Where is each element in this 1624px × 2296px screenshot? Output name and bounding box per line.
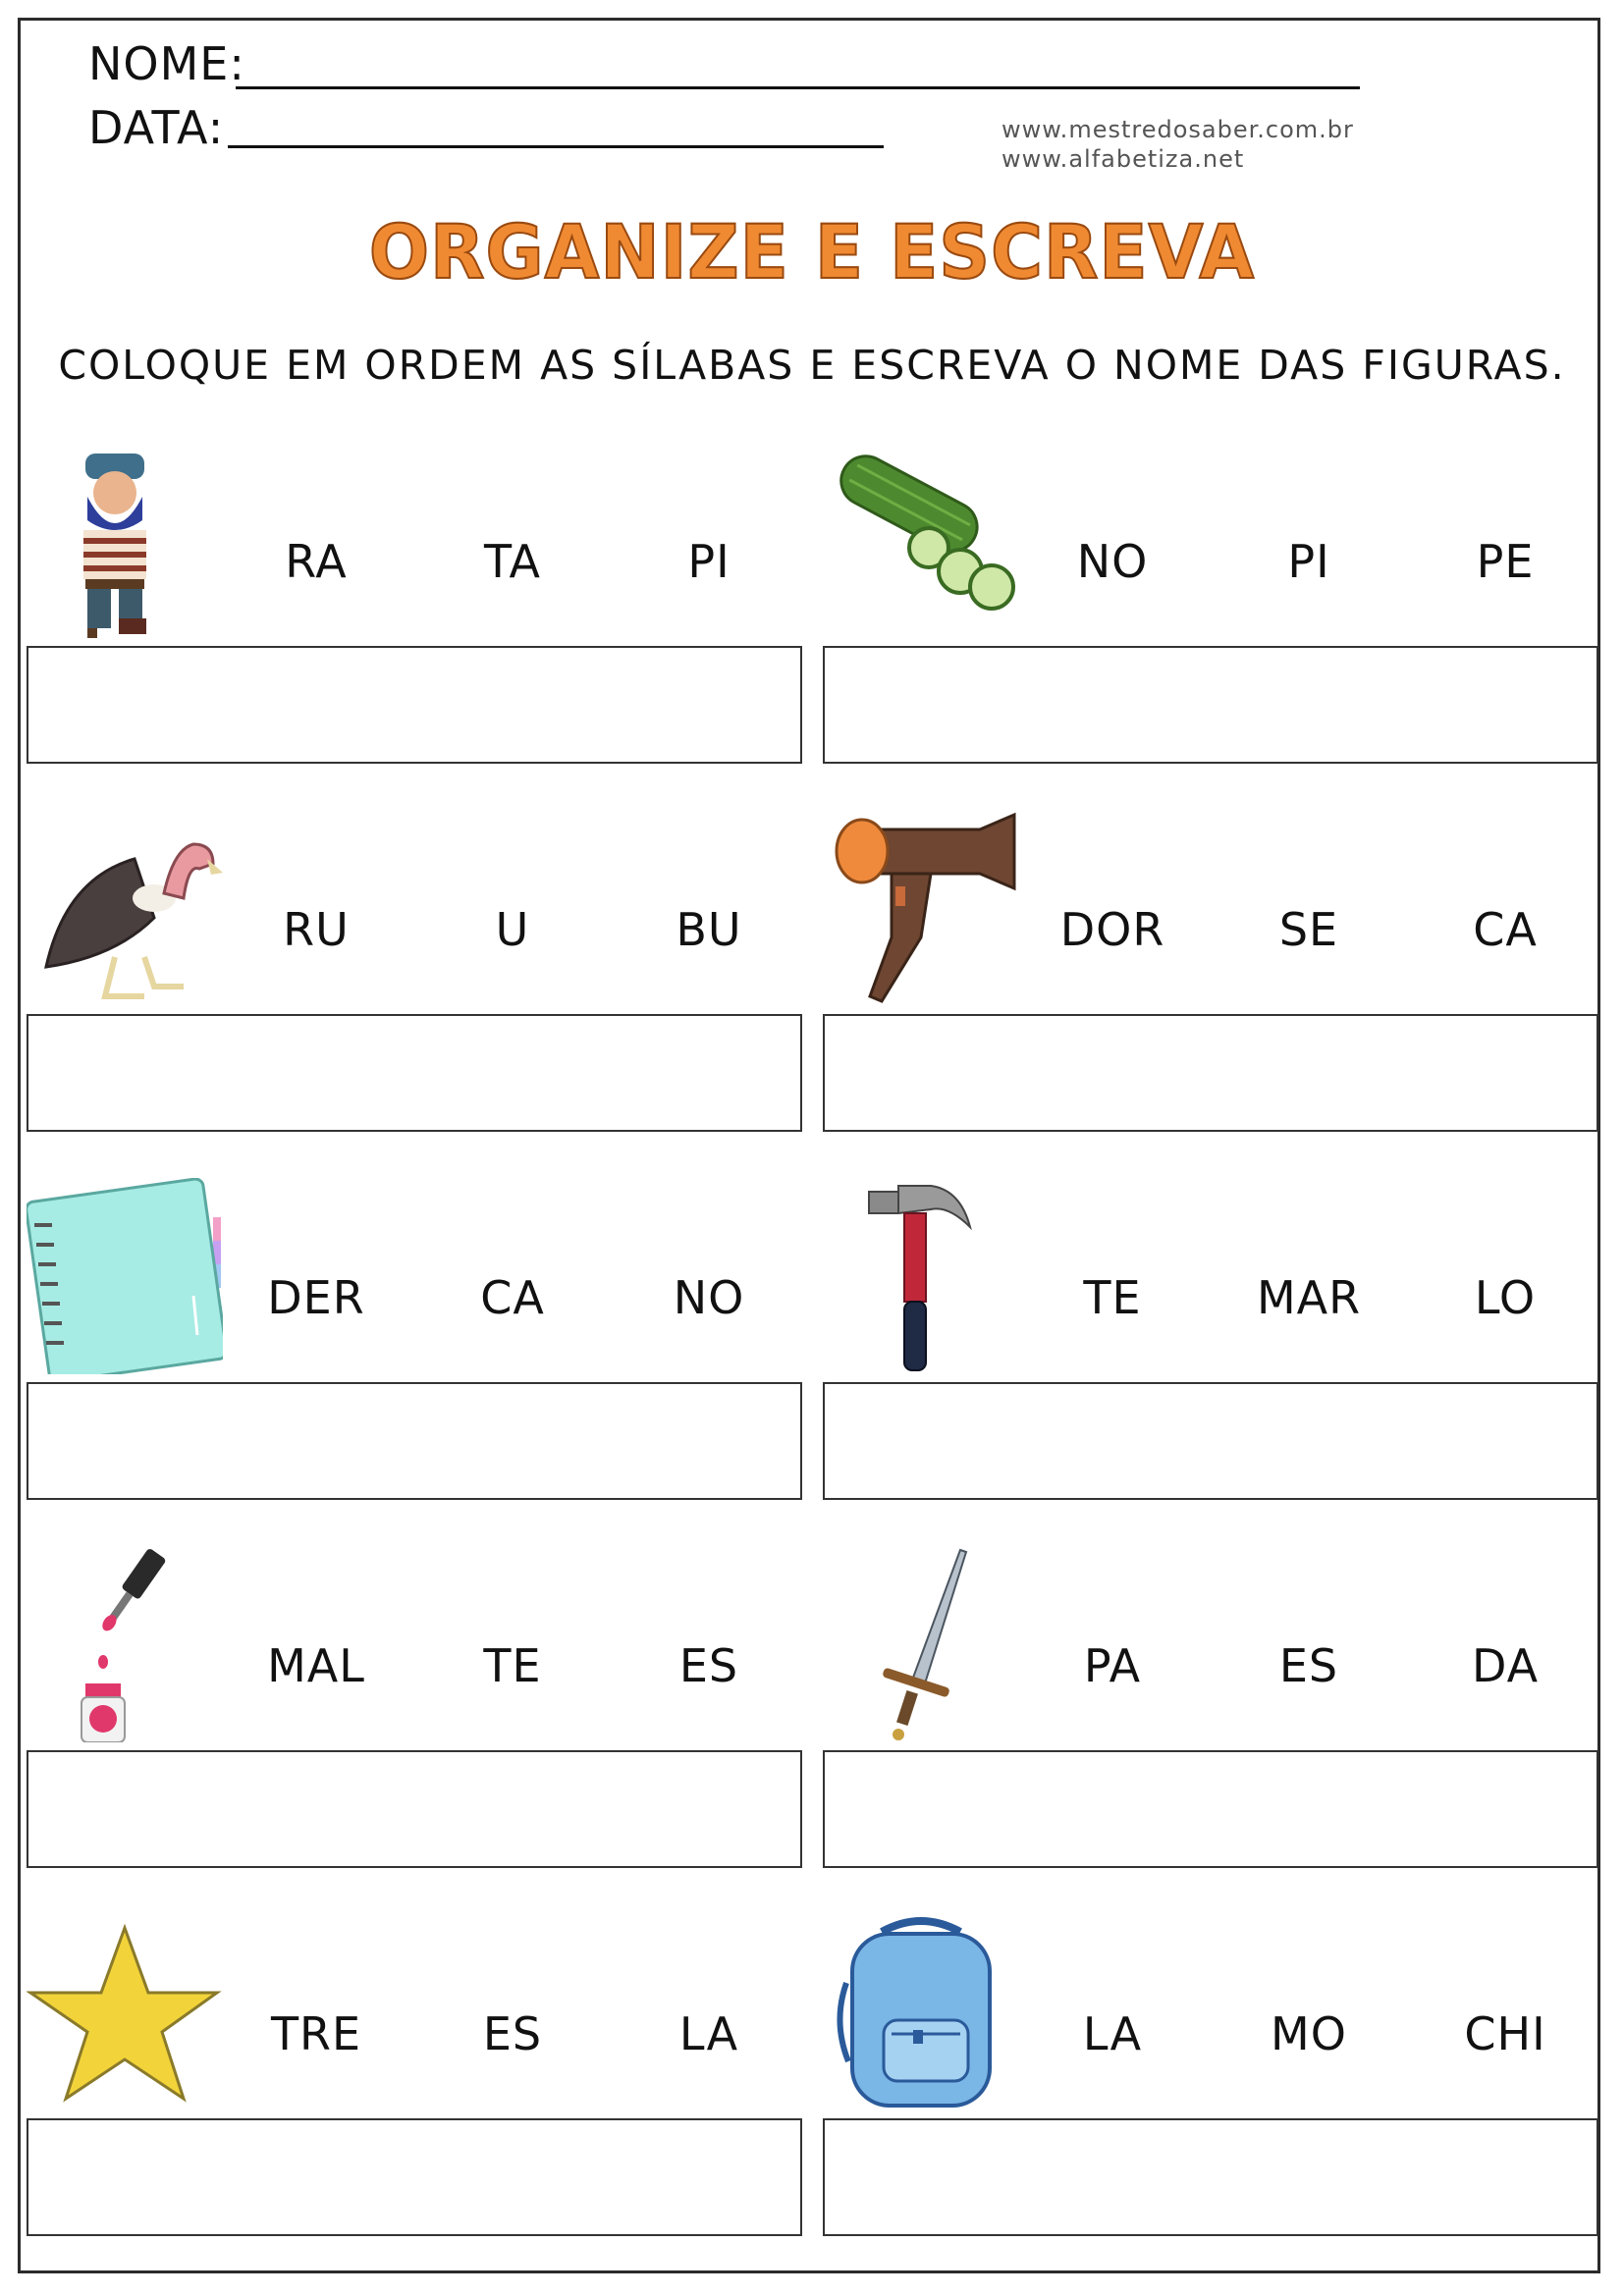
notebook-icon: [27, 1178, 223, 1374]
answer-box[interactable]: [823, 1382, 1598, 1500]
syllable: NO: [1076, 535, 1149, 588]
backpack-icon: [823, 1914, 1019, 2110]
syllable: LA: [678, 2007, 739, 2060]
syllable: CHI: [1464, 2007, 1546, 2060]
star-icon: [27, 1914, 223, 2110]
syllable: TE: [1083, 1271, 1142, 1324]
hair-dryer-icon: [823, 810, 1019, 1006]
syllable: SE: [1278, 903, 1339, 956]
hammer-icon: [823, 1178, 1019, 1374]
syllable: TRE: [270, 2007, 362, 2060]
date-label: DATA:: [88, 101, 225, 154]
exercise-item: [823, 810, 1598, 1134]
answer-box[interactable]: [27, 1014, 802, 1132]
syllable: ES: [482, 2007, 543, 2060]
syllable: LO: [1474, 1271, 1537, 1324]
exercise-item: [27, 810, 802, 1134]
pirate-icon: [27, 442, 223, 638]
syllable: U: [495, 903, 530, 956]
exercise-item: [27, 1546, 802, 1870]
syllable: CA: [1473, 903, 1538, 956]
answer-box[interactable]: [823, 646, 1598, 764]
instruction-text: COLOQUE EM ORDEM AS SÍLABAS E ESCREVA O NOME DAS FIGURAS.: [58, 342, 1566, 389]
answer-box[interactable]: [27, 646, 802, 764]
nail-polish-icon: [27, 1546, 223, 1742]
date-line[interactable]: [228, 145, 884, 148]
syllable: DA: [1471, 1639, 1540, 1692]
syllable: TA: [484, 535, 541, 588]
syllable: PI: [687, 535, 731, 588]
syllable: BU: [676, 903, 742, 956]
site-link-1: www.mestredosaber.com.br: [1001, 116, 1354, 143]
answer-box[interactable]: [27, 2118, 802, 2236]
site-link-2: www.alfabetiza.net: [1001, 145, 1245, 173]
answer-box[interactable]: [823, 1014, 1598, 1132]
page-title: ORGANIZE E ESCREVA: [368, 208, 1256, 296]
answer-box[interactable]: [823, 2118, 1598, 2236]
syllable: PE: [1476, 535, 1535, 588]
vulture-icon: [27, 810, 223, 1006]
exercise-item: [27, 1914, 802, 2238]
exercise-item: [27, 442, 802, 766]
syllable: PI: [1287, 535, 1330, 588]
answer-box[interactable]: [27, 1750, 802, 1868]
exercise-item: [823, 1178, 1598, 1502]
syllable: LA: [1082, 2007, 1143, 2060]
answer-box[interactable]: [27, 1382, 802, 1500]
syllable: MAR: [1256, 1271, 1362, 1324]
syllable: CA: [480, 1271, 545, 1324]
exercise-item: [823, 442, 1598, 766]
syllable: DER: [267, 1271, 365, 1324]
name-line[interactable]: [236, 86, 1360, 89]
syllable: MAL: [267, 1639, 365, 1692]
syllable: MO: [1271, 2007, 1347, 2060]
syllable: ES: [1278, 1639, 1339, 1692]
syllable: RU: [283, 903, 350, 956]
syllable: PA: [1083, 1639, 1142, 1692]
name-label: NOME:: [88, 37, 245, 90]
syllable: NO: [673, 1271, 745, 1324]
syllable: ES: [678, 1639, 739, 1692]
sword-icon: [823, 1546, 1019, 1742]
answer-box[interactable]: [823, 1750, 1598, 1868]
exercise-item: [823, 1546, 1598, 1870]
syllable: RA: [285, 535, 348, 588]
exercise-item: [27, 1178, 802, 1502]
cucumber-icon: [823, 442, 1019, 638]
syllable: DOR: [1059, 903, 1165, 956]
syllable: TE: [483, 1639, 542, 1692]
exercise-item: [823, 1914, 1598, 2238]
